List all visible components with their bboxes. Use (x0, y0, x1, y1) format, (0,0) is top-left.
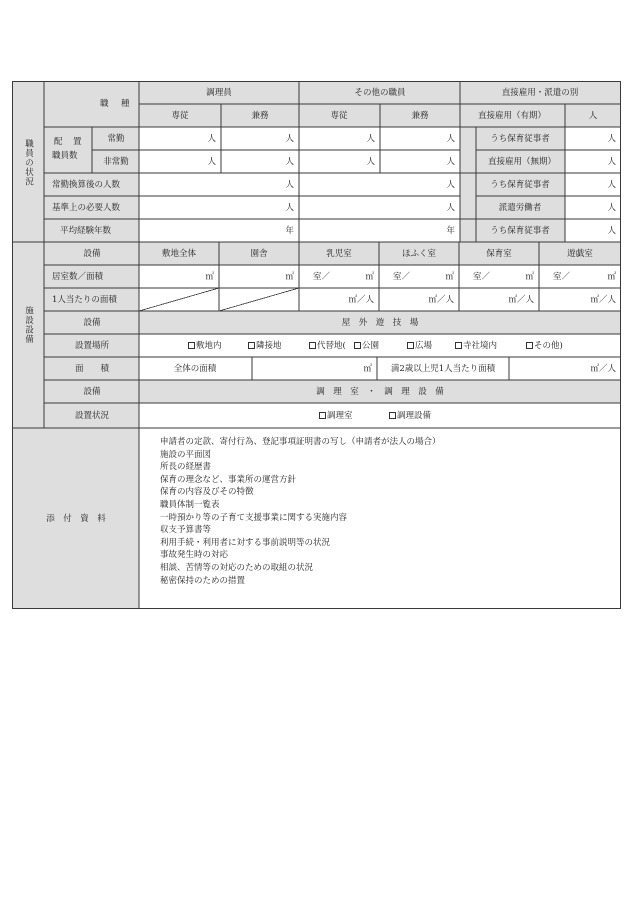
col-site: 敷地全体 (161, 249, 197, 259)
rooms-area-label: 居室数／面積 (52, 272, 104, 282)
application-form (12, 81, 621, 609)
right-item-0-unit: 人 (588, 111, 598, 121)
cook-fulltime-header: 専従 (171, 111, 189, 121)
checkbox-icon (319, 412, 326, 419)
irregular-other-fulltime-unit: 人 (366, 157, 375, 167)
regular-other-concurrent-unit: 人 (446, 134, 455, 144)
over2-area-label: 満2歳以上児1人当たり面積 (390, 364, 496, 374)
col-building: 園舎 (250, 249, 268, 259)
irregular-label: 非常勤 (103, 157, 129, 167)
outdoor-title: 屋 外 遊 技 場 (341, 318, 419, 328)
experience-other-unit: 年 (446, 226, 455, 236)
checkbox-icon (309, 342, 316, 349)
checkbox-icon (455, 342, 462, 349)
cooking-equipment-option[interactable]: 調理設備 (389, 412, 431, 421)
required-label: 基準上の必要人数 (52, 203, 121, 213)
right-item-4-unit: 人 (607, 203, 616, 213)
required-cook-unit: 人 (285, 203, 294, 213)
play-area-unit: ㎡ (607, 272, 616, 282)
direct-header: 直接雇用・派遣の別 (501, 88, 579, 98)
over2-area-unit: ㎡／人 (590, 364, 616, 374)
attachment-item: 秘密保持のための措置 (160, 575, 246, 586)
required-other-unit: 人 (446, 203, 455, 213)
location-square-option[interactable]: 広場 (407, 342, 432, 351)
location-label: 設置場所 (74, 341, 110, 351)
status-label: 設置状況 (74, 411, 110, 421)
irregular-other-concurrent-unit: 人 (446, 157, 455, 167)
col-crawling-room: ほふく室 (401, 249, 437, 259)
regular-label: 常勤 (107, 134, 125, 144)
infant-per-person-unit: ㎡／人 (348, 295, 374, 305)
assigned-label-1: 配 置 (54, 137, 83, 147)
equipment-label: 設備 (83, 249, 101, 259)
col-infant-room: 乳児室 (326, 249, 352, 259)
attachment-item: 職員体制一覧表 (160, 499, 220, 510)
converted-other-unit: 人 (446, 180, 455, 190)
other-staff-header: その他の職員 (354, 88, 406, 98)
right-item-5: うち保育従事者 (490, 226, 550, 236)
nursery-area-unit: ㎡ (525, 272, 534, 282)
col-play-room: 遊戯室 (567, 249, 593, 259)
right-item-4: 派遣労働者 (498, 203, 542, 213)
nursery-room-unit: 室／ (473, 272, 491, 282)
cooking-equipment-label: 設備 (83, 387, 101, 397)
other-fulltime-header: 専従 (330, 111, 348, 121)
right-item-2-unit: 人 (607, 157, 616, 167)
crawling-area-unit: ㎡ (445, 272, 454, 282)
other-concurrent-header: 兼務 (411, 111, 429, 121)
regular-cook-fulltime-unit: 人 (207, 134, 216, 144)
attachment-item: 保育の内容及びその特徴 (160, 487, 254, 498)
attachments-list (160, 436, 441, 587)
checkbox-icon (407, 342, 414, 349)
category-label: 職 種 (100, 99, 132, 109)
right-item-0: 直接雇用（有期） (477, 111, 547, 121)
checkbox-icon (526, 342, 533, 349)
building-area-unit: ㎡ (285, 272, 294, 282)
play-per-person-unit: ㎡／人 (590, 295, 616, 305)
location-park-option[interactable]: 公園 (354, 342, 379, 351)
experience-label: 平均経験年数 (60, 226, 112, 236)
per-person-label: 1人当たりの面積 (52, 295, 117, 305)
attachment-item: 利用手続・利用者に対する事前説明等の状況 (160, 537, 331, 548)
attachment-item: 相談、苦情等の対応のための取組の状況 (160, 562, 314, 573)
col-nursery-room: 保育室 (486, 249, 512, 259)
regular-cook-concurrent-unit: 人 (285, 134, 294, 144)
converted-cook-unit: 人 (285, 180, 294, 190)
attachment-item: 保育の理念など、事業所の運営方針 (160, 474, 297, 485)
right-item-2: 直接雇用（無期） (487, 157, 557, 167)
converted-label: 常勤換算後の人数 (52, 180, 121, 190)
attachment-item: 所長の経歴書 (160, 462, 212, 473)
cooking-room-option[interactable]: 調理室 (319, 412, 353, 421)
attachments-label: 添 付 資 料 (46, 514, 106, 524)
staff-section-label: 職員の状況 (23, 139, 34, 187)
play-room-unit: 室／ (553, 272, 571, 282)
location-alternative-option[interactable]: 代替地( (309, 342, 346, 351)
attachment-item: 施設の平面図 (160, 449, 212, 460)
checkbox-icon (389, 412, 396, 419)
facility-section-label: 施設設備 (23, 306, 34, 344)
attachment-item: 申請者の定款、寄付行為、登記事項証明書の写し（申請者が法人の場合） (160, 437, 441, 447)
total-area-label: 全体の面積 (173, 364, 217, 374)
right-item-5-unit: 人 (607, 226, 616, 236)
experience-cook-unit: 年 (285, 226, 294, 236)
location-onsite-option[interactable]: 敷地内 (188, 342, 222, 351)
attachment-item: 一時預かり等の子育て支援事業に関する実施内容 (160, 512, 348, 523)
location-adjacent-option[interactable]: 隣接地 (248, 342, 282, 351)
cook-header: 調理員 (206, 88, 232, 98)
checkbox-icon (188, 342, 195, 349)
outdoor-equipment-label: 設備 (83, 318, 101, 328)
right-item-3-unit: 人 (607, 180, 616, 190)
infant-room-unit: 室／ (313, 272, 331, 282)
total-area-unit: ㎡ (363, 364, 372, 374)
area-label: 面 積 (74, 364, 110, 374)
right-item-1-unit: 人 (607, 134, 616, 144)
infant-area-unit: ㎡ (365, 272, 374, 282)
attachment-item: 収支予算書等 (160, 525, 212, 536)
right-item-1: うち保育従事者 (490, 134, 550, 144)
checkbox-icon (248, 342, 255, 349)
irregular-cook-concurrent-unit: 人 (285, 157, 294, 167)
crawling-room-unit: 室／ (393, 272, 411, 282)
cook-concurrent-header: 兼務 (251, 111, 269, 121)
location-other-option[interactable]: その他) (526, 342, 563, 351)
right-item-3: うち保育従事者 (490, 180, 550, 190)
crawling-per-person-unit: ㎡／人 (428, 295, 454, 305)
site-area-unit: ㎡ (205, 272, 214, 282)
location-temple-option[interactable]: 寺社境内 (455, 342, 497, 351)
cooking-title: 調 理 室 ・ 調 理 設 備 (316, 387, 444, 397)
assigned-label-2: 職員数 (52, 151, 78, 161)
regular-other-fulltime-unit: 人 (366, 134, 375, 144)
checkbox-icon (354, 342, 361, 349)
nursery-per-person-unit: ㎡／人 (508, 295, 534, 305)
attachment-item: 事故発生時の対応 (160, 550, 229, 561)
irregular-cook-fulltime-unit: 人 (207, 157, 216, 167)
